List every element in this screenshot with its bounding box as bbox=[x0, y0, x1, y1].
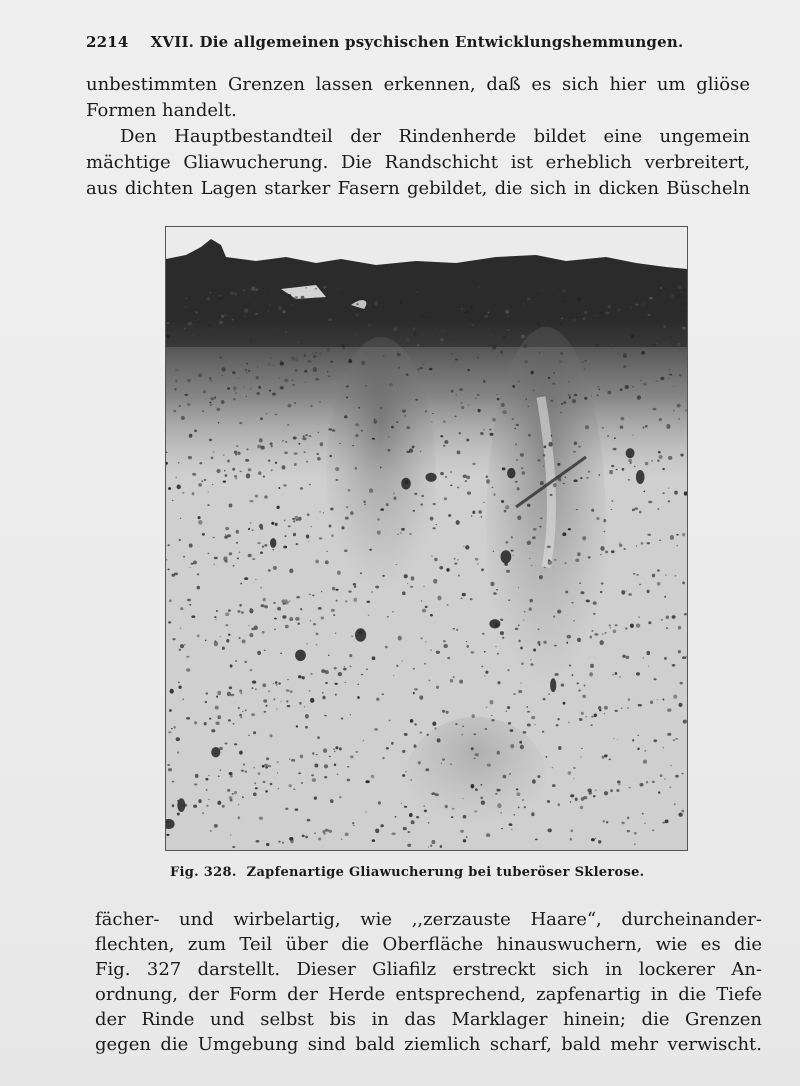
text-line: aus dichten Lagen starker Fasern gebildet, die sich in dicken Büscheln bbox=[86, 178, 750, 199]
text-line: mächtige Gliawucherung. Die Randschicht ist erheblich verbreitert, bbox=[86, 152, 750, 173]
figure-label: Fig. 328. bbox=[170, 865, 237, 880]
figure-caption bbox=[170, 865, 645, 880]
micrograph-figure bbox=[165, 226, 688, 851]
text-line: ordnung, der Form der Herde entsprechend, zapfenartig in die Tiefe bbox=[95, 984, 762, 1005]
micrograph-image bbox=[166, 227, 687, 850]
figure-caption-text: Zapfenartige Gliawucherung bei tuberöser Sklerose. bbox=[246, 865, 645, 880]
text-line: Den Hauptbestandteil der Rindenherde bildet eine ungemein bbox=[120, 126, 750, 147]
body-text-top bbox=[86, 72, 750, 202]
text-line: fächer- und wirbelartig, wie ,,zerzauste Haare“, durcheinander- bbox=[95, 909, 762, 930]
text-line: gegen die Umgebung sind bald ziemlich scharf, bald mehr verwischt. bbox=[95, 1034, 762, 1055]
text-line: unbestimmten Grenzen lassen erkennen, daß es sich hier um gliöse bbox=[86, 74, 750, 95]
text-line: flechten, zum Teil über die Oberfläche hinauswuchern, wie es die bbox=[95, 934, 762, 955]
page-number: 2214 bbox=[86, 33, 129, 51]
text-line: Formen handelt. bbox=[86, 100, 237, 121]
body-text-bottom bbox=[95, 907, 762, 1057]
text-line: Fig. 327 darstellt. Dieser Gliafilz erstreckt sich in lockerer An- bbox=[95, 959, 762, 980]
running-header bbox=[86, 33, 683, 51]
text-line: der Rinde und selbst bis in das Marklager hinein; die Grenzen bbox=[95, 1009, 762, 1030]
running-title: XVII. Die allgemeinen psychischen Entwicklungshemmungen. bbox=[150, 33, 684, 51]
